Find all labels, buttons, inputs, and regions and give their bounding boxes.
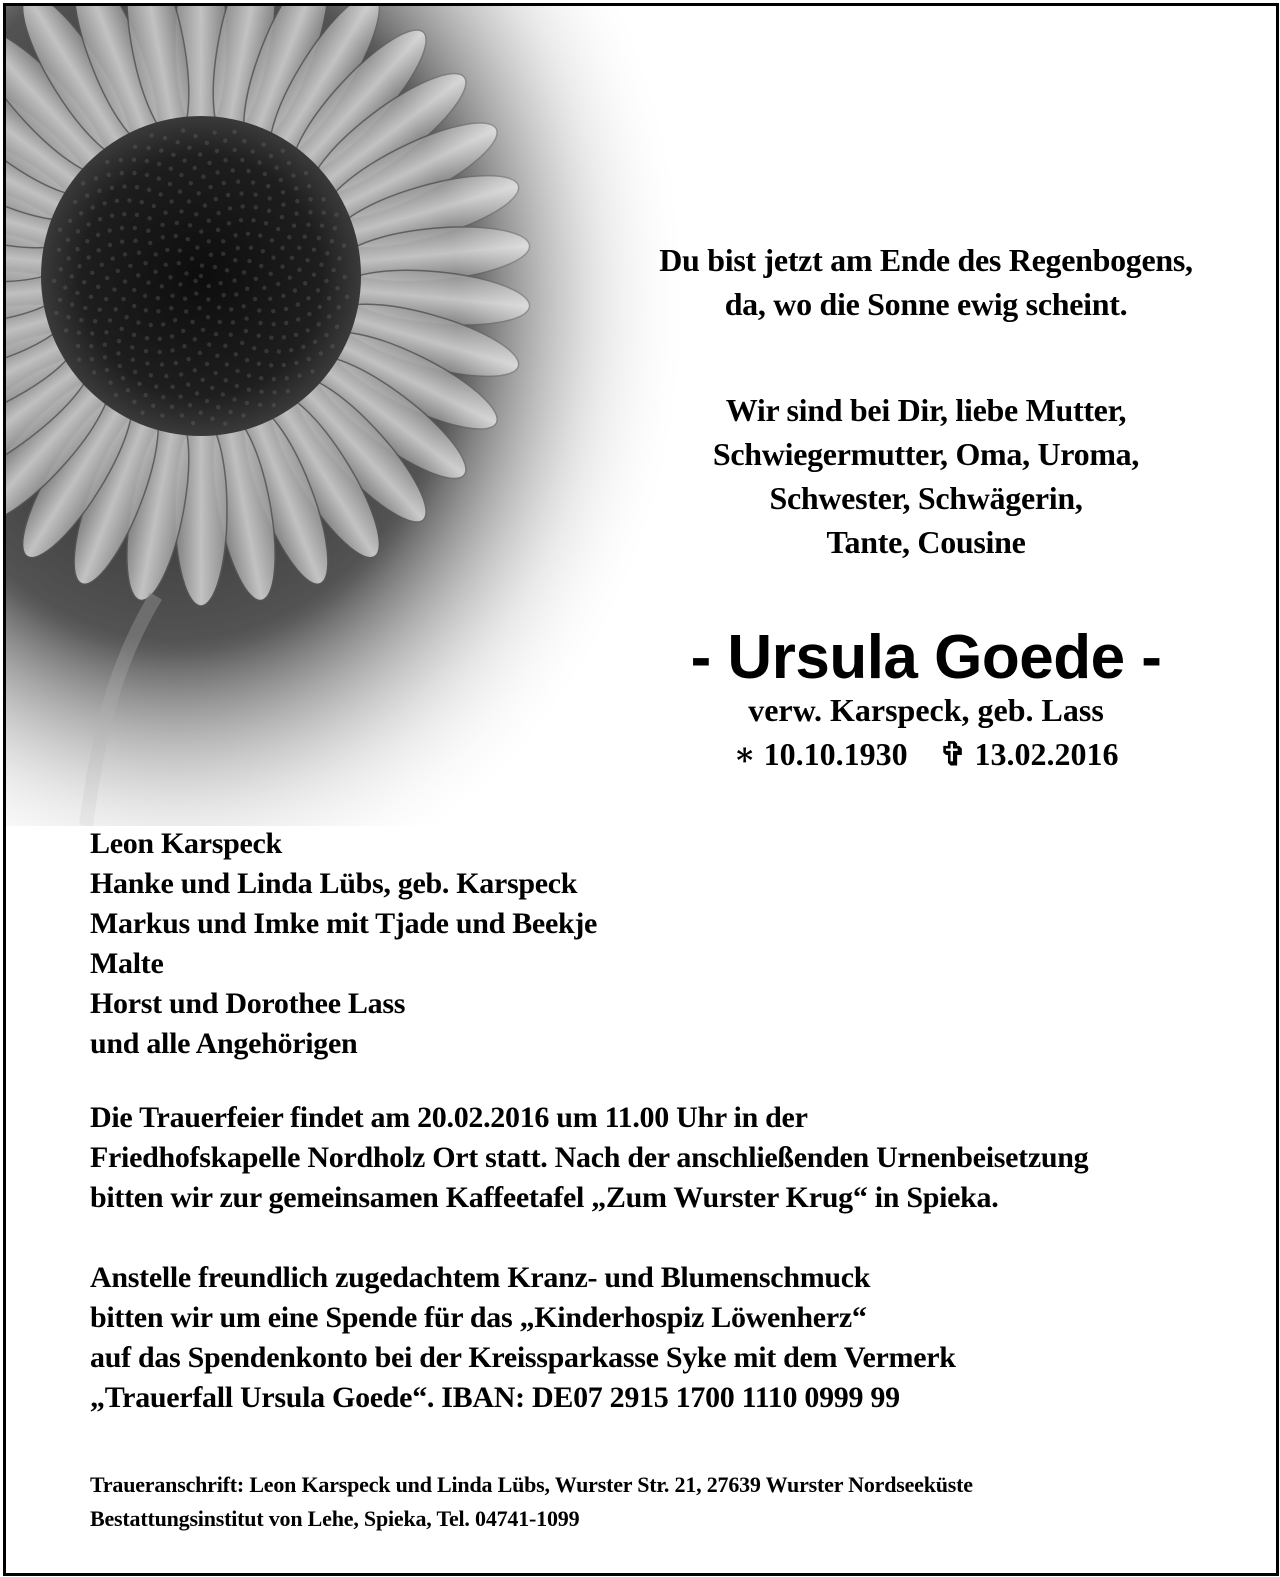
verse-line: Du bist jetzt am Ende des Regenbogens, (659, 242, 1193, 278)
birth-symbol-icon: ∗ (733, 736, 756, 772)
life-dates (606, 734, 1246, 774)
mourner-line: Malte (90, 947, 164, 980)
maiden-names: verw. Karspeck, geb. Lass (748, 692, 1104, 728)
mourner-line: Markus und Imke mit Tjade und Beekje (90, 907, 598, 940)
mourner-line: und alle Angehörigen (90, 1027, 358, 1060)
verse-line: Schwester, Schwägerin, (769, 480, 1083, 516)
donation-line: „Trauerfall Ursula Goede“. IBAN: DE07 2915 1700 1110 0999 99 (90, 1381, 900, 1414)
verse-line: Wir sind bei Dir, liebe Mutter, (725, 392, 1127, 428)
verse-1 (606, 238, 1246, 326)
service-line: Friedhofskapelle Nordholz Ort statt. Nach der anschließenden Urnenbeisetzung (90, 1141, 1089, 1174)
verse-line: Tante, Cousine (826, 524, 1026, 560)
donation-line: auf das Spendenkonto bei der Kreissparkasse Syke mit dem Vermerk (90, 1341, 956, 1374)
death-date: 13.02.2016 (974, 736, 1119, 772)
service-line: bitten wir zur gemeinsamen Kaffeetafel „Zum Wurster Krug“ in Spieka. (90, 1181, 999, 1214)
donation-line: bitten wir um eine Spende für das „Kinderhospiz Löwenherz“ (90, 1301, 867, 1334)
funeral-service-info (90, 1098, 1088, 1218)
donation-line: Anstelle freundlich zugedachtem Kranz- und Blumenschmuck (90, 1261, 871, 1294)
mourners-list (90, 824, 597, 1064)
deceased-name: - Ursula Goede - (690, 623, 1162, 692)
donation-info (90, 1258, 956, 1418)
footer-line: Traueranschrift: Leon Karspeck und Linda Lübs, Wurster Str. 21, 27639 Wurster Nordseeküste (90, 1472, 973, 1497)
mourner-line: Hanke und Linda Lübs, geb. Karspeck (90, 867, 578, 900)
footer-line: Bestattungsinstitut von Lehe, Spieka, Tel. 04741-1099 (90, 1506, 580, 1531)
sunflower-image (6, 6, 686, 826)
obituary-notice (3, 3, 1279, 1576)
cross-icon: ✞ (939, 736, 967, 772)
verse-2 (606, 388, 1246, 564)
verse-line: Schwiegermutter, Oma, Uroma, (712, 436, 1140, 472)
birth-date: 10.10.1930 (763, 736, 908, 772)
mourner-line: Horst und Dorothee Lass (90, 987, 406, 1020)
service-line: Die Trauerfeier findet am 20.02.2016 um 11.00 Uhr in der (90, 1101, 808, 1134)
contact-footer (90, 1468, 973, 1536)
verse-line: da, wo die Sonne ewig scheint. (724, 286, 1128, 322)
mourner-line: Leon Karspeck (90, 827, 282, 860)
